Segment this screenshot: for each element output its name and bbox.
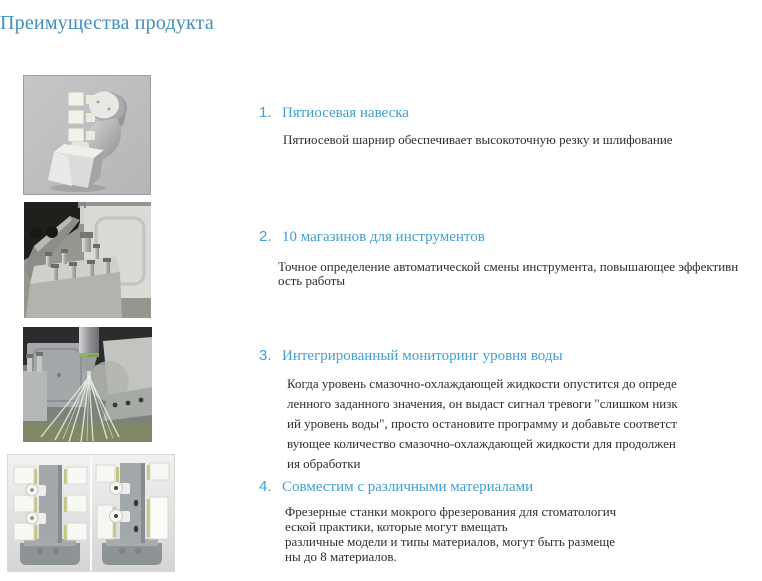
material-holders-illustration	[8, 455, 174, 571]
advantage-item-4	[259, 478, 762, 564]
advantage-heading: Совместим с различными материалами	[282, 479, 534, 495]
advantage-item-1	[259, 104, 762, 148]
coolant-spray-illustration	[23, 327, 152, 442]
advantage-description-line: ленного заданного значения, он выдаст сигнал тревоги "слишком низк	[287, 396, 678, 411]
advantage-description	[259, 260, 762, 288]
product-image-water-monitoring	[23, 327, 152, 442]
advantage-description-line: ость работы	[278, 273, 346, 288]
advantage-heading: Интегрированный мониторинг уровня воды	[282, 348, 563, 364]
advantage-description-line: вующее количество смазочно-охлаждающей жидкости для продолжен	[287, 436, 676, 451]
advantage-description	[259, 374, 762, 474]
advantage-description-line: Точное определение автоматической смены инструмента, повышающее эффективн	[278, 259, 739, 274]
advantage-description-line: ий уровень воды", просто остановите программу и добавьте соответст	[287, 416, 677, 431]
advantage-description-line: различные модели и типы материалов, могут быть размеще	[285, 534, 616, 549]
advantage-description-line: Пятиосевой шарнир обеспечивает высокоточную резку и шлифование	[283, 132, 673, 147]
advantage-number: 2.	[259, 228, 272, 245]
advantage-description-line: ия обработки	[287, 456, 361, 471]
page-title: Преимущества продукта	[0, 12, 214, 34]
advantage-number: 3.	[259, 347, 272, 364]
tool-magazine-illustration	[24, 202, 151, 318]
five-axis-attachment-illustration	[24, 76, 150, 194]
product-image-tool-magazine	[24, 202, 151, 318]
advantage-number: 1.	[259, 104, 272, 121]
advantage-description	[259, 132, 762, 148]
advantage-description-line: ны до 8 материалов.	[285, 549, 397, 564]
advantage-description	[259, 504, 762, 564]
advantage-description-line: Фрезерные станки мокрого фрезерования для стоматологич	[285, 504, 617, 519]
advantage-description-line: Когда уровень смазочно-охлаждающей жидкости опустится до опреде	[287, 376, 677, 391]
advantage-description-line: еской практики, которые могут вмещать	[285, 519, 508, 534]
advantage-number: 4.	[259, 478, 272, 495]
advantage-item-2	[259, 228, 762, 288]
product-image-material-holders	[7, 454, 175, 572]
advantage-item-3	[259, 347, 762, 474]
product-image-five-axis-attachment	[23, 75, 151, 195]
advantage-heading: 10 магазинов для инструментов	[282, 229, 485, 245]
advantage-heading: Пятиосевая навеска	[282, 105, 409, 121]
